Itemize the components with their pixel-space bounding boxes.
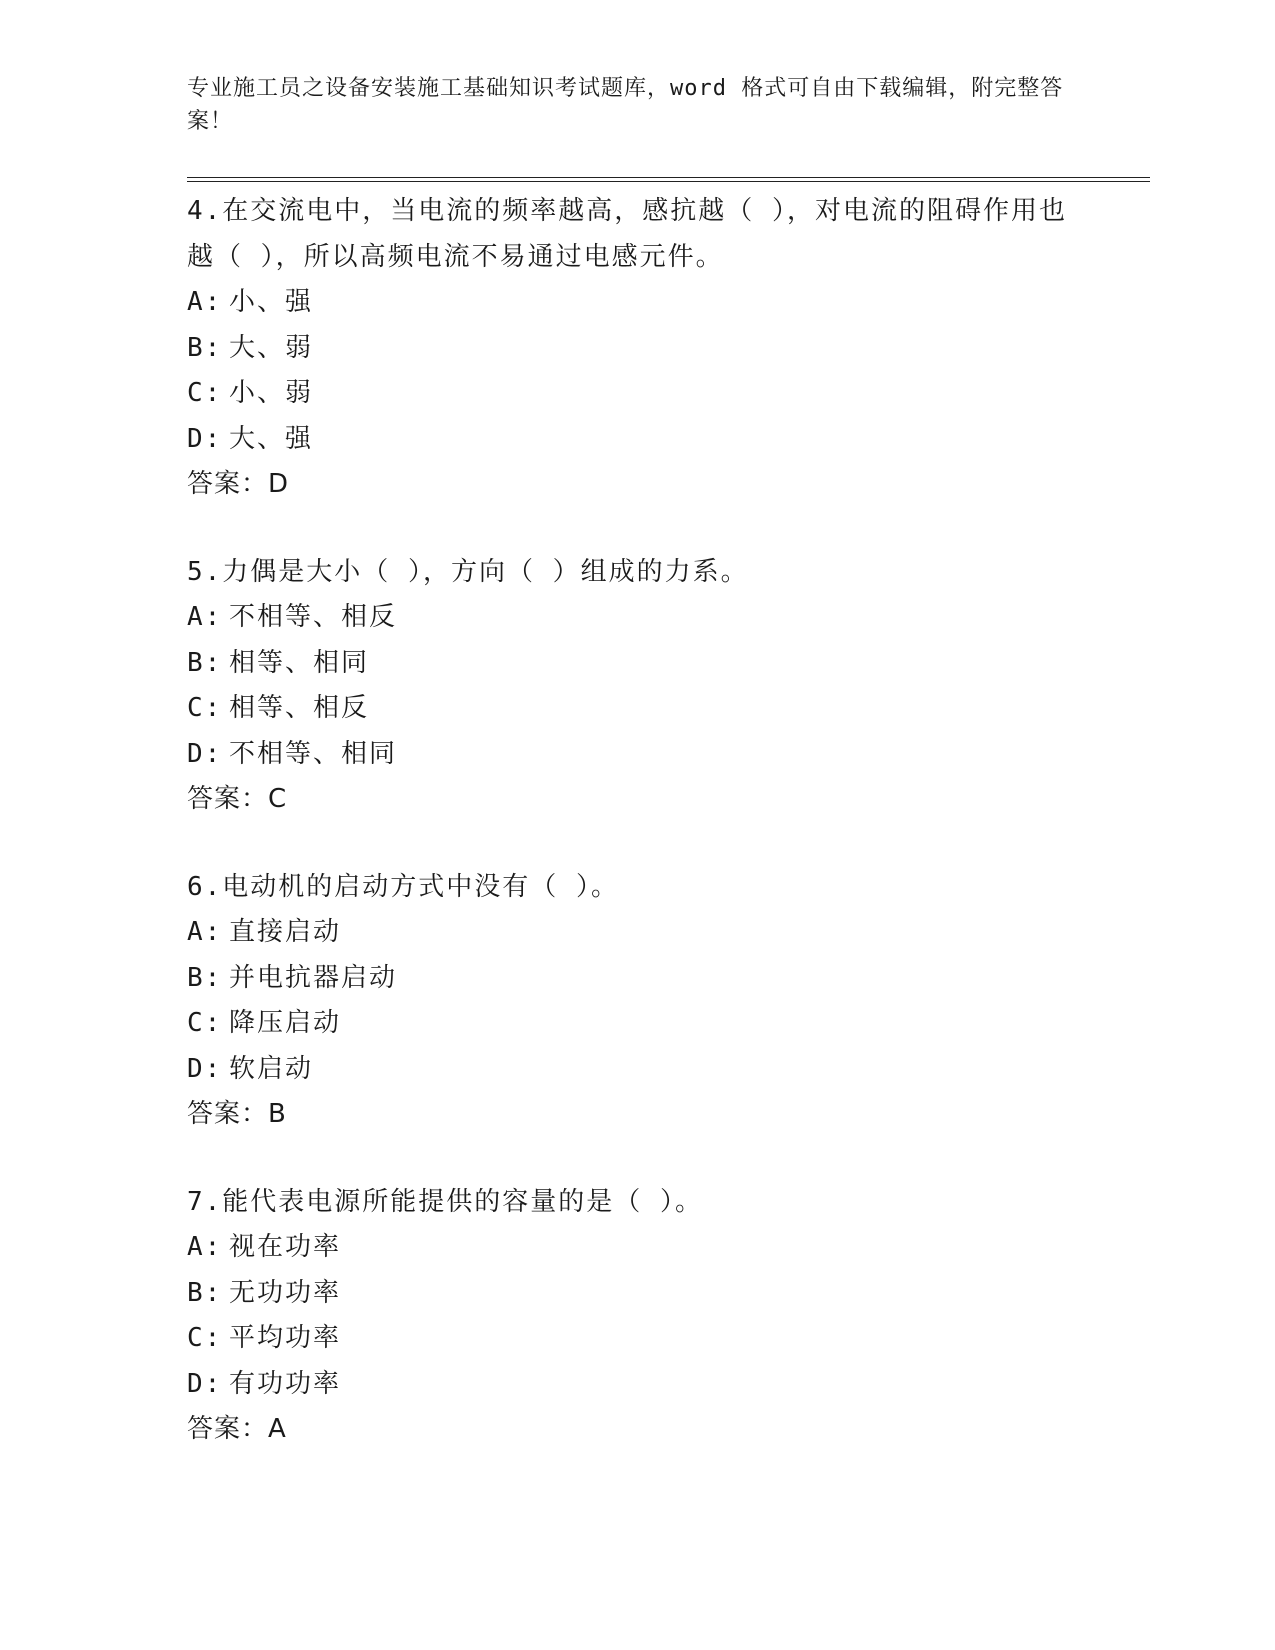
option-letter: B: (187, 962, 223, 993)
option-d (187, 417, 1087, 463)
option-letter: C: (187, 378, 223, 408)
option-text: 视在功率 (229, 1232, 342, 1262)
option-text: 不相等、相同 (229, 738, 398, 769)
answer-line: 答案：A (187, 1414, 287, 1444)
option-letter: A: (187, 917, 223, 947)
option-letter: D: (187, 423, 223, 454)
question-stem: 7.能代表电源所能提供的容量的是（ ）。 (187, 1186, 703, 1217)
question-6 (187, 865, 1087, 1138)
option-text: 软启动 (229, 1053, 314, 1084)
option-letter: A: (187, 602, 223, 632)
option-c (187, 1001, 1087, 1047)
option-a (187, 280, 1087, 326)
option-text: 并电抗器启动 (229, 962, 398, 993)
option-text: 大、强 (229, 423, 314, 454)
option-text: 相等、相反 (229, 693, 370, 723)
option-letter: C: (187, 1323, 223, 1353)
option-letter: C: (187, 693, 223, 723)
option-text: 不相等、相反 (229, 602, 398, 632)
option-text: 无功功率 (229, 1277, 342, 1308)
option-b (187, 326, 1087, 372)
option-letter: D: (187, 738, 223, 769)
option-d (187, 1047, 1087, 1093)
option-letter: C: (187, 1008, 223, 1038)
option-c (187, 686, 1087, 732)
question-stem: 5.力偶是大小（ ），方向（ ）组成的力系。 (187, 556, 749, 587)
option-d (187, 732, 1087, 778)
answer-line: 答案：B (187, 1099, 287, 1129)
option-letter: B: (187, 332, 223, 363)
question-stem: 4.在交流电中，当电流的频率越高，感抗越（ ），对电流的阻碍作用也越（ ），所以高频电流不易通过电感元件。 (187, 196, 1067, 272)
option-text: 大、弱 (229, 332, 314, 363)
option-a (187, 595, 1087, 641)
answer-line: 答案：D (187, 469, 290, 499)
option-text: 小、弱 (229, 378, 314, 408)
option-letter: A: (187, 1232, 223, 1262)
option-text: 直接启动 (229, 917, 342, 947)
question-5 (187, 550, 1087, 823)
question-list (187, 189, 1087, 1495)
option-text: 平均功率 (229, 1323, 342, 1353)
option-b (187, 641, 1087, 687)
option-b (187, 956, 1087, 1002)
question-4 (187, 189, 1087, 508)
question-7 (187, 1180, 1087, 1453)
option-letter: D: (187, 1053, 223, 1084)
option-c (187, 1316, 1087, 1362)
header-rule-top (187, 177, 1150, 178)
option-letter: D: (187, 1368, 223, 1399)
answer-line: 答案：C (187, 784, 288, 814)
option-letter: B: (187, 647, 223, 678)
option-a (187, 1225, 1087, 1271)
document-header: 专业施工员之设备安装施工基础知识考试题库，word 格式可自由下载编辑，附完整答案！ (187, 76, 1064, 134)
option-letter: A: (187, 287, 223, 317)
header-rule-bottom (187, 181, 1150, 182)
question-stem: 6.电动机的启动方式中没有（ ）。 (187, 871, 619, 902)
option-text: 小、强 (229, 287, 314, 317)
option-letter: B: (187, 1277, 223, 1308)
option-text: 相等、相同 (229, 647, 370, 678)
option-text: 降压启动 (229, 1008, 342, 1038)
option-text: 有功功率 (229, 1368, 342, 1399)
option-d (187, 1362, 1087, 1408)
option-c (187, 371, 1087, 417)
option-b (187, 1271, 1087, 1317)
option-a (187, 910, 1087, 956)
